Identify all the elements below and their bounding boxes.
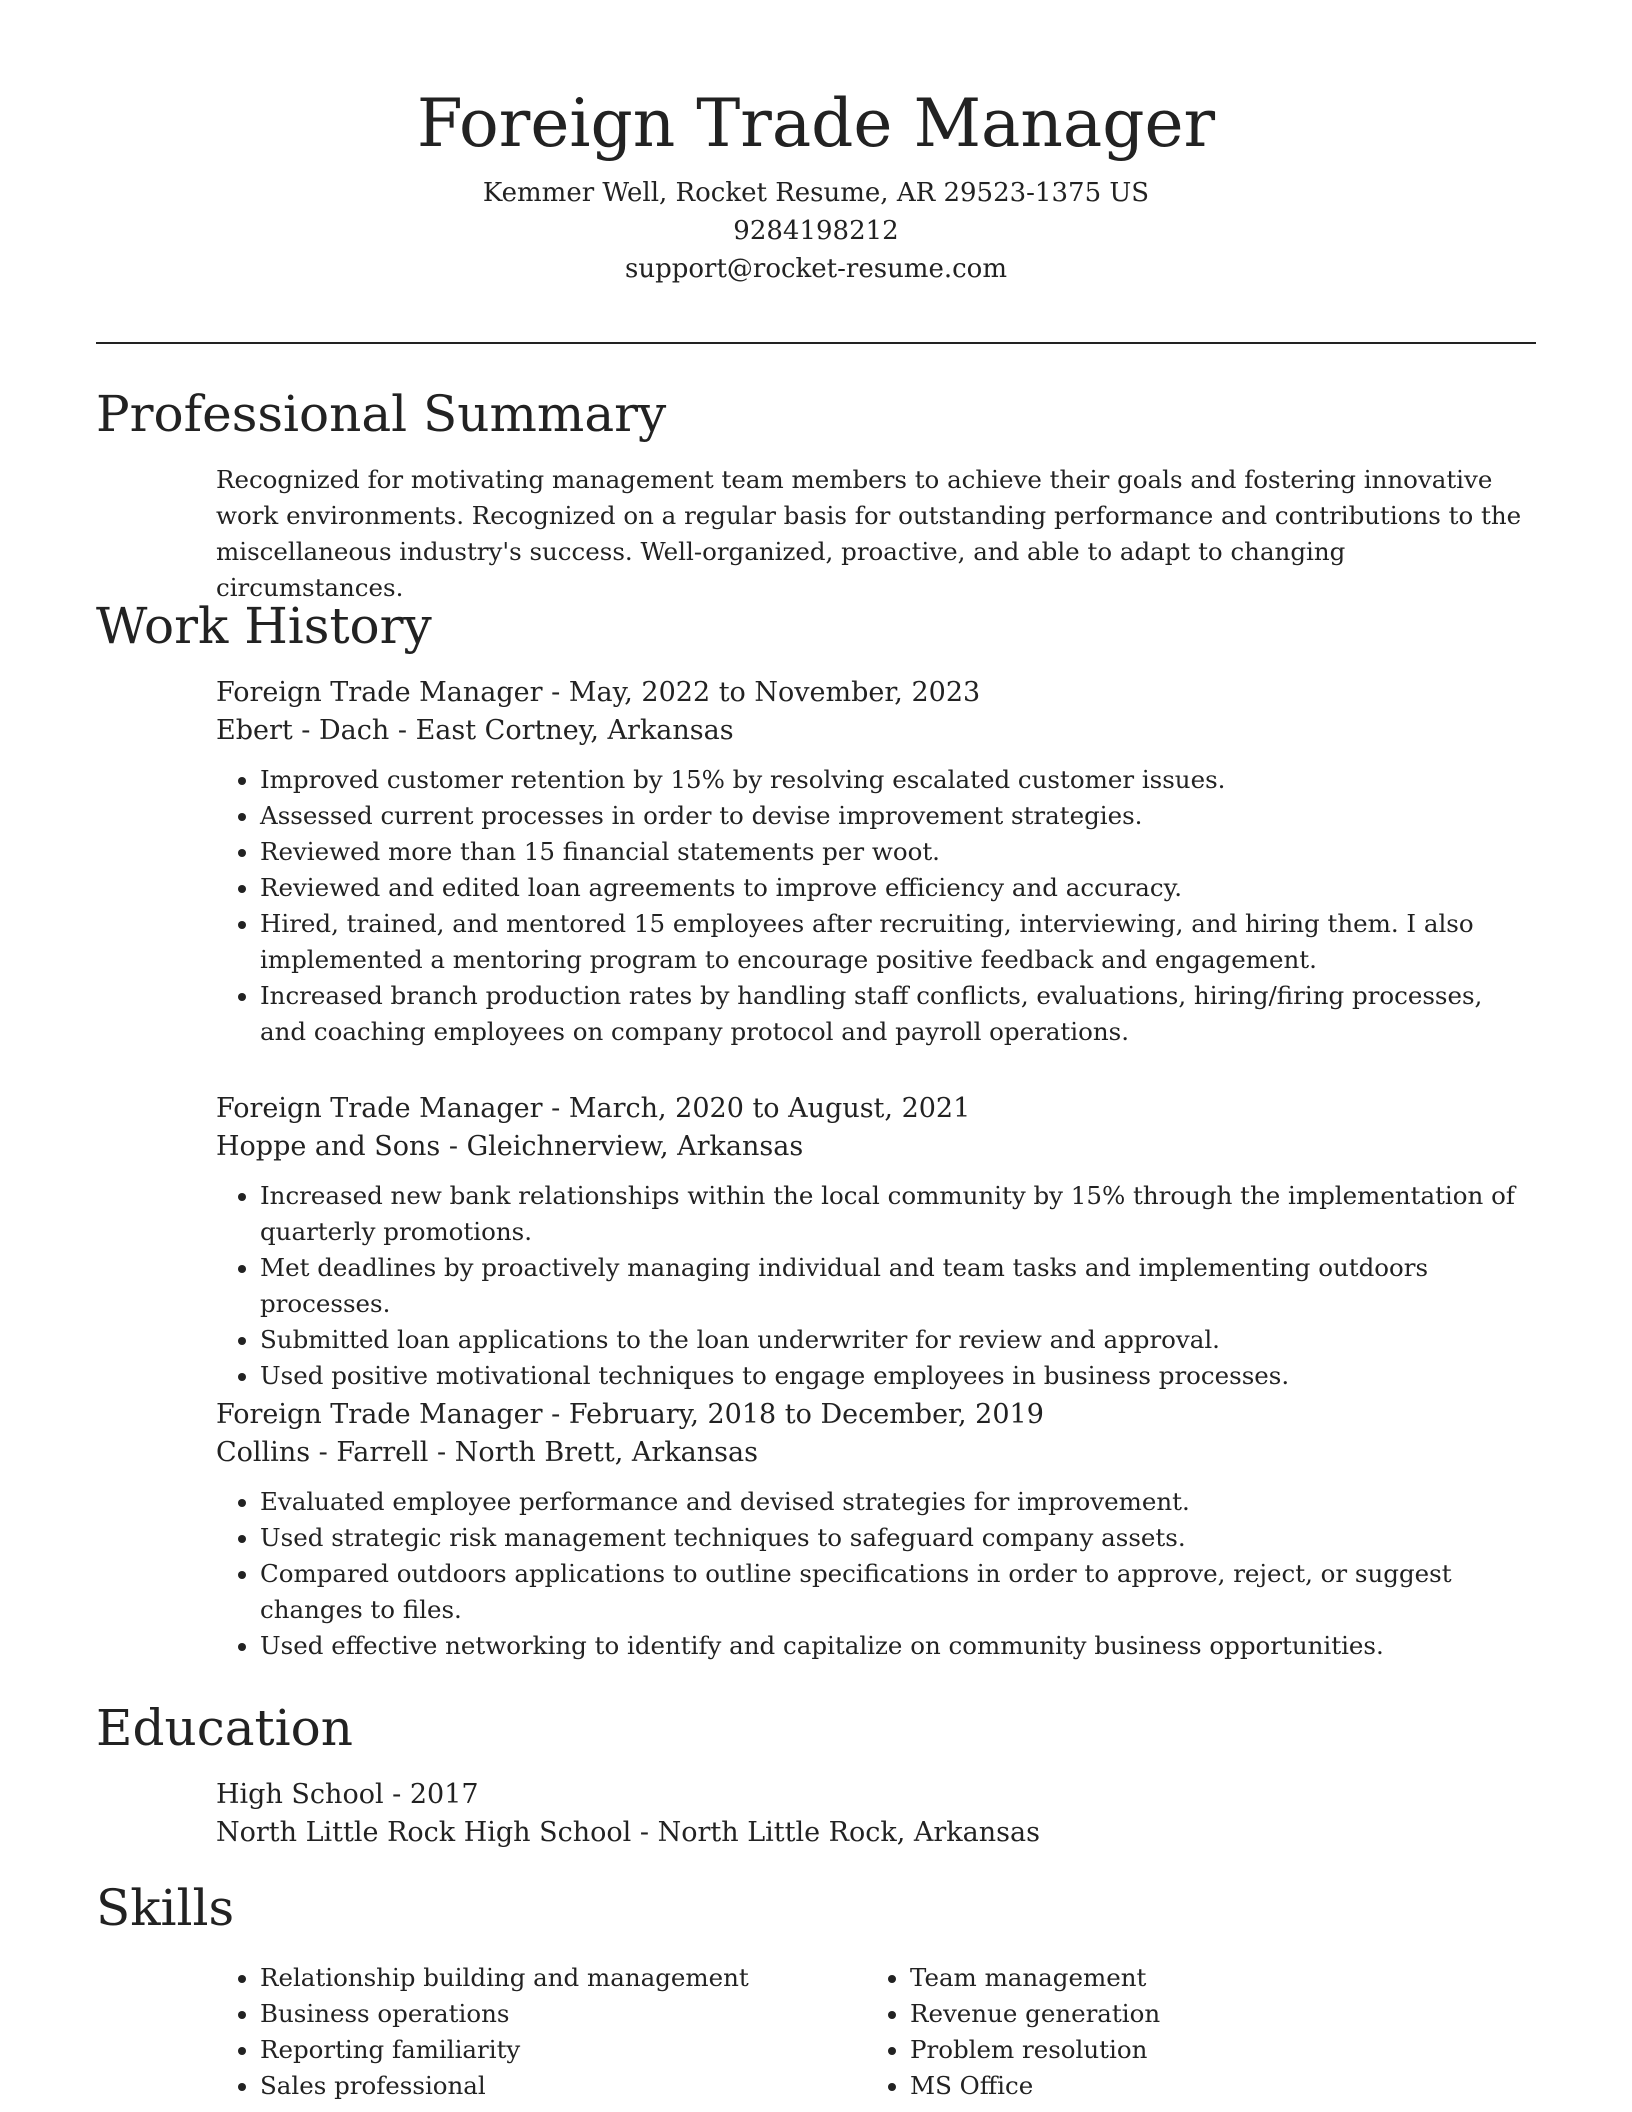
job-bullet: • Used effective networking to identify and capitalize on community business opportunities.	[260, 1628, 1526, 1664]
header-divider	[96, 342, 1536, 344]
work-history-heading: Work History	[96, 597, 432, 655]
job-bullet: • Evaluated employee performance and devised strategies for improvement.	[260, 1484, 1526, 1520]
job-dates: - February, 2018 to December, 2019	[542, 1399, 1044, 1430]
education-entry	[216, 1776, 1526, 1852]
job-entry	[216, 1396, 1526, 1664]
skill-item: • Reporting familiarity	[260, 2032, 856, 2068]
candidate-name: Foreign Trade Manager	[416, 85, 1216, 162]
skill-item: • Problem resolution	[910, 2032, 1506, 2068]
education-degree-line	[216, 1776, 1526, 1814]
job-location: - Gleichnerview, Arkansas	[440, 1131, 804, 1162]
job-company: Ebert - Dach	[216, 715, 390, 746]
skill-item: • Revenue generation	[910, 1996, 1506, 2032]
job-title-line	[216, 1090, 1526, 1128]
job-role: Foreign Trade Manager	[216, 1093, 543, 1124]
skills-list	[216, 1960, 856, 2104]
skills-column-left	[216, 1960, 856, 2104]
job-bullet: • Increased new bank relationships within the local community by 15% through the implementation of quarterly promotions.	[260, 1178, 1526, 1250]
job-bullet: • Submitted loan applications to the loan underwriter for review and approval.	[260, 1322, 1526, 1358]
job-entry	[216, 1090, 1526, 1394]
job-title-line	[216, 1396, 1526, 1434]
resume-header	[0, 84, 1632, 288]
skill-item: • Relationship building and management	[260, 1960, 856, 1996]
summary-heading: Professional Summary	[96, 385, 667, 443]
skills-column-right	[866, 1960, 1506, 2104]
job-company: Hoppe and Sons	[216, 1131, 441, 1162]
job-company: Collins - Farrell	[216, 1437, 429, 1468]
job-dates: - May, 2022 to November, 2023	[542, 677, 981, 708]
job-bullet: • Compared outdoors applications to outline specifications in order to approve, reject, or suggest changes to files.	[260, 1556, 1526, 1628]
contact-email: support@rocket-resume.com	[624, 254, 1007, 284]
skill-item: • Sales professional	[260, 2068, 856, 2104]
job-bullets	[216, 762, 1526, 1050]
education-year: - 2017	[383, 1779, 479, 1810]
job-entry	[216, 674, 1526, 1050]
job-bullet: • Improved customer retention by 15% by resolving escalated customer issues.	[260, 762, 1526, 798]
job-location: - East Cortney, Arkansas	[389, 715, 734, 746]
job-company-line	[216, 712, 1526, 750]
job-dates: - March, 2020 to August, 2021	[542, 1093, 971, 1124]
skill-item: • Team management	[910, 1960, 1506, 1996]
job-bullet: • Reviewed and edited loan agreements to improve efficiency and accuracy.	[260, 870, 1526, 906]
job-company-line	[216, 1434, 1526, 1472]
job-bullet: • Reviewed more than 15 financial statements per woot.	[260, 834, 1526, 870]
job-location: - North Brett, Arkansas	[428, 1437, 758, 1468]
skill-item: • MS Office	[910, 2068, 1506, 2104]
job-role: Foreign Trade Manager	[216, 1399, 543, 1430]
contact-address: Kemmer Well, Rocket Resume, AR 29523-1375 US	[482, 178, 1150, 208]
job-title-line	[216, 674, 1526, 712]
job-bullets	[216, 1178, 1526, 1394]
summary-text: Recognized for motivating management team members to achieve their goals and fostering innovative work environments. Recognized on a regular basis for outstanding performance and contributions to the miscellaneous industry's success. Well-organized, proactive, and able to adapt to changing circumstances.	[216, 465, 1522, 602]
job-role: Foreign Trade Manager	[216, 677, 543, 708]
summary-section	[216, 462, 1526, 606]
education-school: North Little Rock High School	[216, 1817, 632, 1848]
contact-phone: 9284198212	[733, 216, 899, 246]
job-bullet: • Used positive motivational techniques to engage employees in business processes.	[260, 1358, 1526, 1394]
education-school-line	[216, 1814, 1526, 1852]
education-heading: Education	[96, 1699, 353, 1757]
skills-heading: Skills	[96, 1879, 235, 1937]
job-bullets	[216, 1484, 1526, 1664]
job-bullet: • Assessed current processes in order to devise improvement strategies.	[260, 798, 1526, 834]
education-location: - North Little Rock, Arkansas	[631, 1817, 1040, 1848]
skill-item: • Business operations	[260, 1996, 856, 2032]
job-bullet: • Used strategic risk management techniques to safeguard company assets.	[260, 1520, 1526, 1556]
job-company-line	[216, 1128, 1526, 1166]
education-degree: High School	[216, 1779, 384, 1810]
job-bullet: • Met deadlines by proactively managing individual and team tasks and implementing outdoors processes.	[260, 1250, 1526, 1322]
job-bullet: • Increased branch production rates by handling staff conflicts, evaluations, hiring/firing processes, and coaching employees on company protocol and payroll operations.	[260, 978, 1526, 1050]
skills-list	[866, 1960, 1506, 2104]
job-bullet: • Hired, trained, and mentored 15 employees after recruiting, interviewing, and hiring them. I also implemented a mentoring program to encourage positive feedback and engagement.	[260, 906, 1526, 978]
